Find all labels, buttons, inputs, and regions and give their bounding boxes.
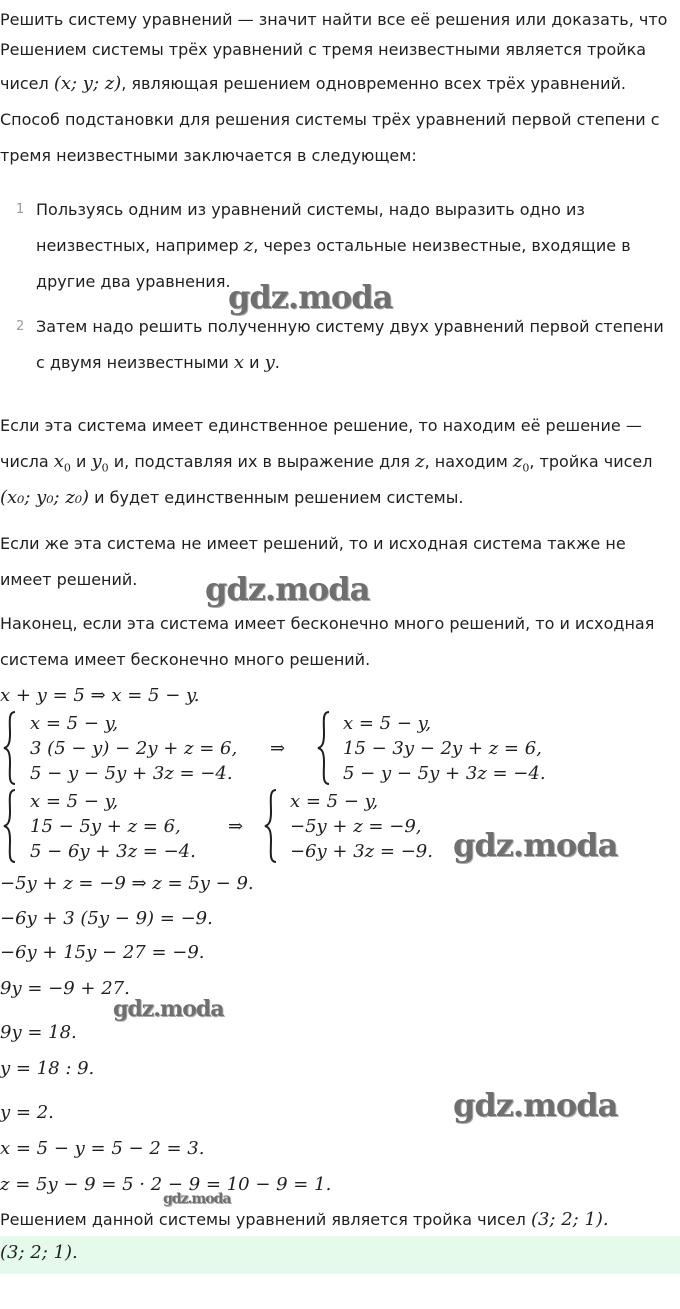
step-eq-7: y = 2. bbox=[0, 1102, 54, 1123]
math-z0 bbox=[512, 451, 530, 475]
step-eq-1: −5y + z = −9 ⇒ z = 5y − 9. bbox=[0, 873, 254, 894]
step-eq-2: −6y + 3 (5y − 9) = −9. bbox=[0, 908, 213, 929]
step-eq-3: −6y + 15y − 27 = −9. bbox=[0, 942, 205, 963]
math-x0-sub: 0 bbox=[63, 461, 71, 475]
conclusion-triple: (3; 2; 1). bbox=[530, 1209, 609, 1230]
watermark: gdz.moda bbox=[228, 278, 393, 316]
list-item-1-line-1: Пользуясь одним из уравнений системы, надо выразить одно из bbox=[36, 200, 585, 219]
sys2-right-eq-2: −5y + z = −9, bbox=[290, 816, 422, 837]
unique-line-2-d: , находим bbox=[424, 452, 513, 471]
intro-triple-xyz: (x; y; z) bbox=[53, 73, 122, 94]
intro-line-2: Решением системы трёх уравнений с тремя неизвестными является тройка bbox=[0, 40, 647, 59]
conclusion-text: Решением данной системы уравнений является тройка чисел bbox=[0, 1210, 531, 1229]
list-item-2-line-2 bbox=[36, 345, 676, 381]
step-eq-6: y = 18 : 9. bbox=[0, 1058, 95, 1079]
sys2-left-eq-2: 15 − 5y + z = 6, bbox=[30, 816, 181, 837]
sys1-right-eq-3: 5 − y − 5y + 3z = −4. bbox=[343, 763, 546, 784]
math-x0-var: x bbox=[53, 451, 64, 472]
answer-value: (3; 2; 1). bbox=[0, 1242, 78, 1263]
math-z0-sub: 0 bbox=[522, 461, 530, 475]
math-y0-var: y bbox=[91, 451, 102, 472]
sys2-left-eq-3: 5 − 6y + 3z = −4. bbox=[30, 841, 196, 862]
unique-line-2-c: и, подставляя их в выражение для bbox=[108, 452, 416, 471]
implies-arrow: ⇒ bbox=[228, 816, 244, 837]
intro-line-3 bbox=[0, 66, 680, 102]
unique-line-2-b: и bbox=[70, 452, 92, 471]
step-eq-4: 9y = −9 + 27. bbox=[0, 978, 130, 999]
math-y0-sub: 0 bbox=[101, 461, 109, 475]
watermark: gdz.moda bbox=[453, 1086, 618, 1124]
sys2-left-eq-1: x = 5 − y, bbox=[30, 791, 119, 812]
math-z: z bbox=[415, 451, 425, 472]
list-number: 2 bbox=[16, 319, 25, 334]
left-brace-icon bbox=[263, 788, 279, 864]
math-triple-x0y0z0: (x₀; y₀; z₀) bbox=[0, 487, 90, 508]
intro-line-3-post: , являющая решением одновременно всех трёх уравнений. bbox=[121, 74, 626, 93]
math-var-z: z bbox=[243, 235, 254, 256]
list-item-2-line-2-mid: и bbox=[244, 353, 265, 372]
math-z0-var: z bbox=[512, 451, 523, 472]
left-brace-icon bbox=[2, 788, 18, 864]
math-var-y: y bbox=[264, 352, 275, 373]
list-item-1-line-2-post: , через остальные неизвестные, входящие в bbox=[253, 236, 631, 255]
list-item-2-line-2-pre: с двумя неизвестными bbox=[36, 353, 234, 372]
intro-line-3-pre: чисел bbox=[0, 74, 54, 93]
conclusion bbox=[0, 1202, 680, 1238]
list-item-2-line-2-post: . bbox=[274, 353, 280, 372]
intro-line-1: Решить систему уравнений — значит найти все её решения или доказать, что bbox=[0, 10, 668, 29]
math-var-x: x bbox=[233, 352, 245, 373]
intro-line-4: Способ подстановки для решения системы трёх уравнений первой степени с bbox=[0, 110, 660, 129]
unique-line-3-post: и будет единственным решением системы. bbox=[89, 488, 464, 507]
inf-line-1: Наконец, если эта система имеет бесконечно много решений, то и исходная bbox=[0, 614, 655, 633]
watermark: gdz.moda bbox=[163, 1191, 231, 1207]
implies-arrow: ⇒ bbox=[270, 738, 286, 759]
math-x0 bbox=[53, 451, 71, 475]
unique-line-2-a: числа bbox=[0, 452, 54, 471]
list-item-1-line-2-pre: неизвестных, например bbox=[36, 236, 244, 255]
watermark: gdz.moda bbox=[453, 826, 618, 864]
unique-line-3 bbox=[0, 480, 680, 516]
eq-express-x: x + y = 5 ⇒ x = 5 − y. bbox=[0, 685, 200, 706]
left-brace-icon bbox=[2, 710, 18, 786]
inf-line-2: система имеет бесконечно много решений. bbox=[0, 650, 371, 669]
step-eq-9: z = 5y − 9 = 5 · 2 − 9 = 10 − 9 = 1. bbox=[0, 1174, 332, 1195]
sys1-left-eq-2: 3 (5 − y) − 2y + z = 6, bbox=[30, 738, 238, 759]
left-brace-icon bbox=[316, 710, 332, 786]
none-line-1: Если же эта система не имеет решений, то и исходная система также не bbox=[0, 534, 626, 553]
answer-box bbox=[0, 1236, 680, 1274]
list-item-2-line-1: Затем надо решить полученную систему двух уравнений первой степени bbox=[36, 317, 664, 336]
sys2-right-eq-1: x = 5 − y, bbox=[290, 791, 379, 812]
sys2-right-eq-3: −6y + 3z = −9. bbox=[290, 841, 433, 862]
step-eq-5: 9y = 18. bbox=[0, 1022, 77, 1043]
sys1-left-eq-1: x = 5 − y, bbox=[30, 713, 119, 734]
sys1-right-eq-1: x = 5 − y, bbox=[343, 713, 432, 734]
sys1-right-eq-2: 15 − 3y − 2y + z = 6, bbox=[343, 738, 542, 759]
none-line-2: имеет решений. bbox=[0, 570, 138, 589]
watermark: gdz.moda bbox=[205, 570, 370, 608]
intro-line-5: тремя неизвестными заключается в следующем: bbox=[0, 146, 417, 165]
list-number: 1 bbox=[16, 202, 25, 217]
watermark: gdz.moda bbox=[113, 996, 224, 1022]
unique-line-2-e: , тройка чисел bbox=[529, 452, 653, 471]
unique-line-1: Если эта система имеет единственное решение, то находим её решение — bbox=[0, 416, 642, 435]
sys1-left-eq-3: 5 − y − 5y + 3z = −4. bbox=[30, 763, 233, 784]
step-eq-8: x = 5 − y = 5 − 2 = 3. bbox=[0, 1138, 205, 1159]
list-item-1-line-3: другие два уравнения. bbox=[36, 272, 231, 291]
math-y0 bbox=[91, 451, 109, 475]
list-item-text bbox=[36, 309, 676, 381]
list-item-1-line-2 bbox=[36, 228, 676, 264]
